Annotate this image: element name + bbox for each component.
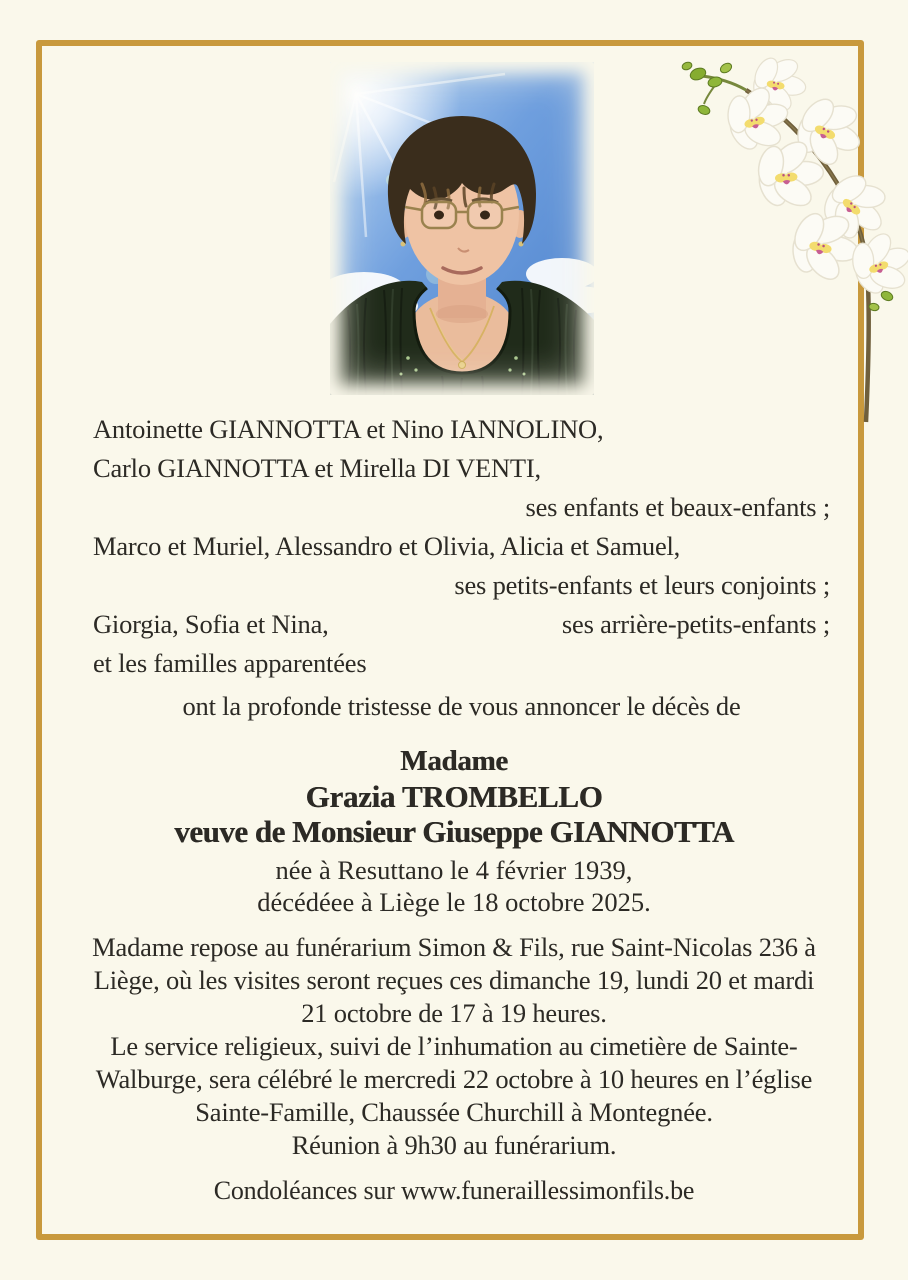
funeral-details-block (84, 931, 824, 1162)
relation-grandchildren-label: ses petits-enfants et leurs conjoints ; (454, 570, 830, 600)
portrait-illustration (330, 62, 594, 395)
service-paragraph: Le service religieux, suivi de l’inhumation au cimetière de Sainte-Walburge, sera célébré le mercredi 22 octobre à 10 heures en l’église Sainte-Famille, Chaussée Churchill à Montegnée. (95, 1031, 813, 1127)
reunion-line: Réunion à 9h30 au funérarium. (291, 1130, 617, 1160)
deceased-birth-line: née à Resuttano le 4 février 1939, (275, 855, 633, 885)
deceased-widow-of: veuve de Monsieur Giuseppe GIANNOTTA (174, 814, 734, 849)
relation-children-label: ses enfants et beaux-enfants ; (525, 492, 830, 522)
deceased-identity-block (0, 744, 908, 918)
family-line-related-families: et les familles apparentées (93, 648, 367, 678)
condolences-line: Condoléances sur www.funeraillessimonfils.be (213, 1176, 695, 1205)
deceased-portrait-photo (330, 62, 594, 395)
repose-paragraph: Madame repose au funérarium Simon & Fils, rue Saint-Nicolas 236 à Liège, où les visites seront reçues ces dimanche 19, lundi 20 et mardi 21 octobre de 17 à 19 heures. (92, 932, 816, 1028)
family-line-great-grandchildren (93, 605, 830, 644)
announcement-sentence: ont la profonde tristesse de vous annoncer le décès de (182, 691, 741, 721)
relation-great-grandchildren-label: ses arrière-petits-enfants ; (561, 609, 830, 639)
family-line-grandchildren: Marco et Muriel, Alessandro et Olivia, Alicia et Samuel, (93, 531, 681, 561)
deceased-name: Grazia TROMBELLO (305, 779, 603, 814)
deceased-death-line: décédéee à Liège le 18 octobre 2025. (257, 887, 651, 917)
great-grandchildren-names: Giorgia, Sofia et Nina, (93, 609, 329, 639)
family-line-children-2: Carlo GIANNOTTA et Mirella DI VENTI, (93, 453, 541, 483)
family-announcement-block (93, 410, 830, 726)
white-orchid-branch-decoration (660, 24, 908, 426)
deceased-title: Madame (400, 745, 508, 777)
family-line-children-1: Antoinette GIANNOTTA et Nino IANNOLINO, (93, 414, 604, 444)
